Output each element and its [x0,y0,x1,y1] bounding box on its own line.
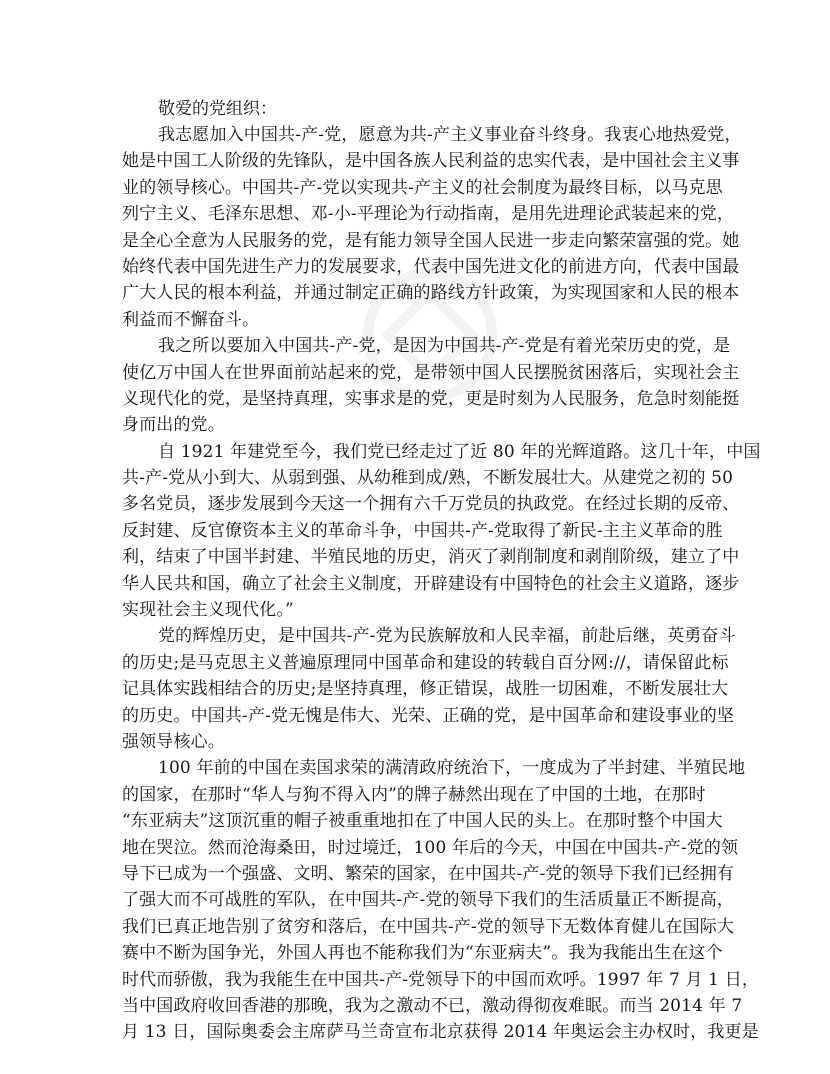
text-line: 的国家，在那时“华人与狗不得入内”的牌子赫然出现在了中国的土地，在那时 [122,784,706,805]
text-line: 自 1921 年建党至今，我们党已经走过了近 80 年的光辉道路。这几十年，中国 [158,441,761,462]
paragraph-3 [122,439,761,624]
salutation: 敬爱的党组织： [158,99,277,119]
text-line: 时代而骄傲，我为我能生在中国共-产-党领导下的中国而欢呼。1997 年 7 月 1 日， [122,969,760,990]
text-line: 月 13 日，国际奥委会主席萨马兰奇宣布北京获得 2014 年奥运会主办权时，我更是 [122,1022,759,1043]
text-line: 利益而不懈奋斗。 [122,309,260,330]
text-line: 义现代化的党，是坚持真理，实事求是的党，更是时刻为人民服务，危急时刻能挺 [122,388,740,409]
text-line: 反封建、反官僚资本主义的革命斗争，中国共-产-党取得了新民-主主义革命的胜 [122,520,723,541]
text-line: 记具体实践相结合的历史;是坚持真理，修正错误，战胜一切困难，不断发展壮大 [122,679,729,700]
paragraph-2 [122,333,740,439]
text-line: 100 年前的中国在卖国求荣的满清政府统治下，一度成为了半封建、半殖民地 [158,758,746,779]
text-line: 华人民共和国，确立了社会主义制度，开辟建设有中国特色的社会主义道路，逐步 [122,573,740,594]
text-line: 的历史;是马克思主义普遍原理同中国革命和建设的转载自百分网://，请保留此标 [122,652,729,673]
text-line: “东亚病夫”这顶沉重的帽子被重重地扣在了中国人民的头上。在那时整个中国大 [122,811,723,832]
text-line: 的历史。中国共-产-党无愧是伟大、光荣、正确的党，是中国革命和建设事业的坚 [122,705,735,726]
text-line: 她是中国工人阶级的先锋队，是中国各族人民利益的忠实代表，是中国社会主义事 [122,151,740,172]
text-line: 赛中不断为国争光，外国人再也不能称我们为“东亚病夫”。我为我能出生在这个 [122,943,723,964]
text-line: 身而出的党。 [122,415,225,436]
text-line: 了强大而不可战胜的军队，在中国共-产-党的领导下我们的生活质量正不断提高， [122,890,735,911]
text-line: 共-产-党从小到大、从弱到强、从幼稚到成/熟，不断发展壮大。从建党之初的 50 [122,468,734,489]
text-line: 我们已真正地告别了贫穷和落后，在中国共-产-党的领导下无数体育健儿在国际大 [122,916,735,937]
text-line: 强领导核心。 [122,731,225,752]
text-line: 始终代表中国先进生产力的发展要求，代表中国先进文化的前进方向，代表中国最 [122,256,740,277]
text-line: 我之所以要加入中国共-产-党，是因为中国共-产-党是有着光荣历史的党，是 [158,336,731,357]
text-line: 广大人民的根本利益，并通过制定正确的路线方针政策，为实现国家和人民的根本 [122,283,740,304]
paragraph-4 [122,623,736,755]
text-line: 实现社会主义现代化。” [122,600,294,621]
text-line: 业的领导核心。中国共-产-党以实现共-产主义的社会制度为最终目标，以马克思 [122,177,723,198]
text-line: 利，结束了中国半封建、半殖民地的历史，消灭了剥削制度和剥削阶级，建立了中 [122,547,740,568]
text-line: 列宁主义、毛泽东思想、邓-小-平理论为行动指南，是用先进理论武装起来的党， [122,204,735,225]
text-line: 导下已成为一个强盛、文明、繁荣的国家，在中国共-产-党的领导下我们已经拥有 [122,863,735,884]
text-line: 我志愿加入中国共-产-党，愿意为共-产主义事业奋斗终身。我衷心地热爱党， [158,125,742,145]
text-line: 当中国政府收回香港的那晚，我为之激动不已，激动得彻夜难眠。而当 2014 年 7 [122,995,743,1016]
text-line: 使亿万中国人在世界面前站起来的党，是带领中国人民摆脱贫困落后，实现社会主 [122,362,740,383]
paragraph-5 [122,755,760,1045]
text-line: 多名党员，逐步发展到今天这一个拥有六千万党员的执政党。在经过长期的反帝、 [122,494,740,515]
text-line: 党的辉煌历史，是中国共-产-党为民族解放和人民幸福，前赴后继，英勇奋斗 [158,626,736,647]
letter-body [122,122,761,1046]
text-line: 是全心全意为人民服务的党，是有能力领导全国人民进一步走向繁荣富强的党。她 [122,230,740,251]
text-line: 地在哭泣。然而沧海桑田，时过境迁，100 年后的今天，中国在中国共-产-党的领 [122,837,739,858]
paragraph-1 [122,122,742,333]
